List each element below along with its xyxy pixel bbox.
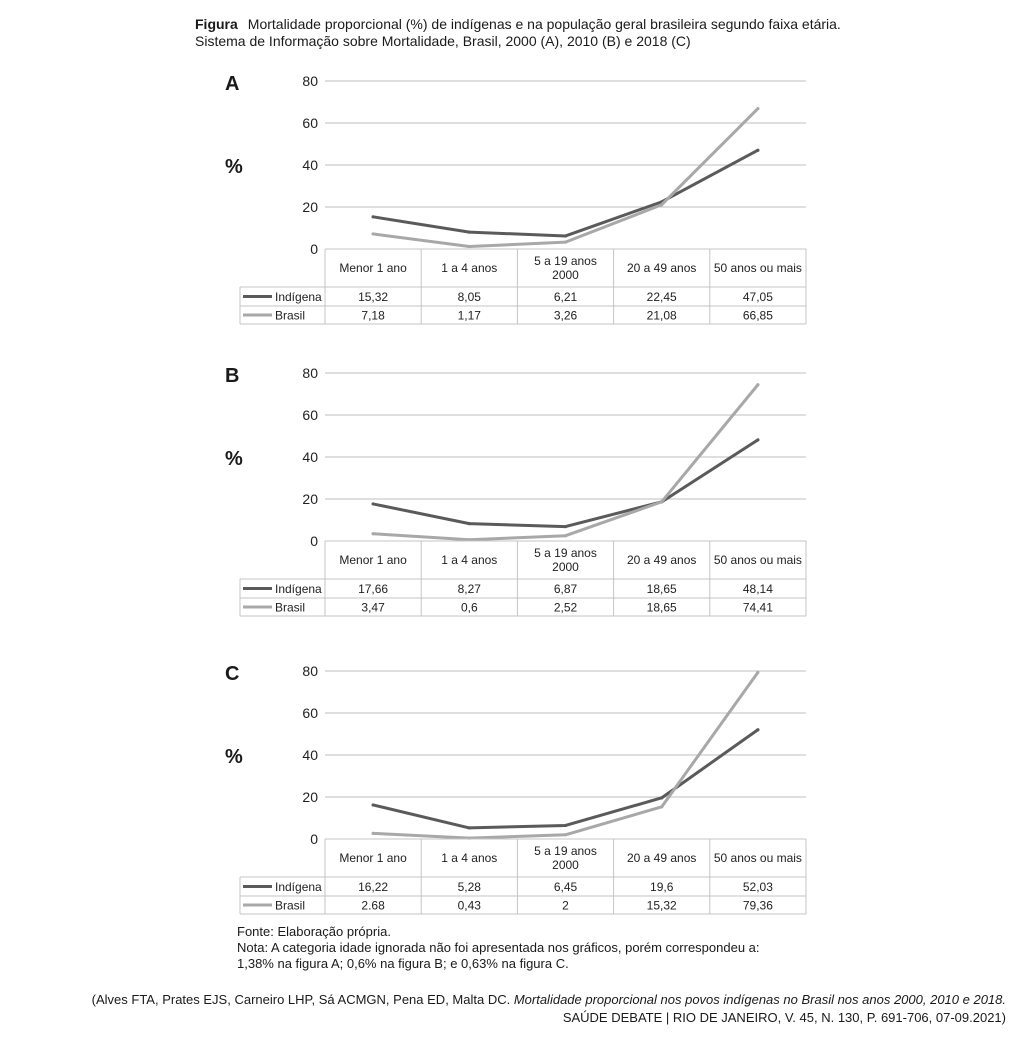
table-value: 7,18 [361, 308, 385, 323]
data-point [564, 534, 567, 537]
table-value: 0,43 [457, 898, 481, 913]
table-value: 6,21 [553, 290, 578, 304]
citation [92, 991, 1006, 1027]
citation-article-title: Mortalidade proporcional nos povos indígenas no Brasil nos anos 2000, 2010 e 2018. [513, 992, 1006, 1007]
table-value: 18,65 [646, 600, 677, 615]
category-label: 1 a 4 anos [441, 851, 498, 865]
category-label: 20 a 49 anos [626, 851, 697, 865]
y-tick-label: 40 [302, 449, 318, 465]
category-label: 50 anos ou mais [713, 851, 802, 865]
citation-authors: (Alves FTA, Prates EJS, Carneiro LHP, Sá ACMGN, Pena ED, Malta DC. [91, 992, 511, 1007]
y-axis-label: % [225, 156, 243, 178]
category-label: 2000 [552, 560, 579, 574]
chart-panel-b [0, 362, 1024, 632]
table-value: 21,08 [646, 308, 677, 323]
table-value: 6,87 [553, 582, 578, 596]
figure-title-line2: Sistema de Informação sobre Mortalidade, Brasil, 2000 (A), 2010 (B) e 2018 (C) [195, 33, 691, 49]
series-line [373, 150, 758, 236]
table-value: 1,17 [457, 308, 481, 323]
y-tick-label: 80 [302, 663, 318, 679]
category-label: 5 a 19 anos [534, 844, 597, 858]
data-point [372, 832, 375, 835]
table-value: 74,41 [742, 600, 773, 615]
table-value: 5,28 [457, 880, 481, 894]
note-line2: 1,38% na figura A; 0,6% na figura B; e 0,63% na figura C. [237, 956, 569, 971]
table-value: 2 [562, 898, 569, 913]
y-tick-label: 0 [310, 241, 318, 257]
footnotes [237, 924, 760, 972]
data-point [372, 502, 375, 505]
source-note: Fonte: Elaboração própria. [237, 924, 391, 939]
figure-label: Figura [195, 16, 238, 32]
data-point [660, 805, 663, 808]
chart-svg [0, 70, 1024, 340]
category-label: 2000 [552, 858, 579, 872]
table-value: 66,85 [742, 308, 773, 323]
y-tick-label: 60 [302, 115, 318, 131]
category-label: Menor 1 ano [339, 553, 407, 567]
table-value: 22,45 [646, 290, 677, 304]
legend-label: Brasil [275, 600, 306, 615]
category-label: 20 a 49 anos [626, 261, 697, 275]
category-label: 50 anos ou mais [713, 553, 802, 567]
category-label: 2000 [552, 268, 579, 282]
table-value: 2.68 [361, 898, 385, 913]
category-label: Menor 1 ano [339, 851, 407, 865]
category-label: Menor 1 ano [339, 261, 407, 275]
data-point [372, 803, 375, 806]
data-point [756, 383, 759, 386]
chart-svg [0, 362, 1024, 632]
y-tick-label: 80 [302, 73, 318, 89]
data-point [372, 532, 375, 535]
table-value: 16,22 [358, 880, 389, 894]
y-tick-label: 20 [302, 199, 318, 215]
chart-panel-c [0, 660, 1024, 930]
data-point [564, 234, 567, 237]
y-axis-label: % [225, 746, 243, 768]
data-point [564, 833, 567, 836]
table-value: 6,45 [553, 880, 578, 894]
data-point [468, 245, 471, 248]
table-value: 3,47 [361, 600, 385, 615]
table-value: 8,05 [457, 290, 481, 304]
data-point [660, 203, 663, 206]
data-point [756, 438, 759, 441]
table-value: 2,52 [553, 600, 578, 615]
table-value: 47,05 [742, 290, 773, 304]
legend-label: Brasil [275, 308, 306, 323]
data-point [660, 796, 663, 799]
category-label: 50 anos ou mais [713, 261, 802, 275]
table-value: 3,26 [553, 308, 578, 323]
chart-svg [0, 660, 1024, 930]
table-value: 8,27 [457, 582, 481, 596]
data-point [756, 149, 759, 152]
panel-letter: B [225, 365, 240, 387]
table-value: 17,66 [358, 582, 389, 596]
y-tick-label: 40 [302, 747, 318, 763]
data-point [468, 522, 471, 525]
y-tick-label: 0 [310, 533, 318, 549]
category-label: 5 a 19 anos [534, 546, 597, 560]
data-point [468, 230, 471, 233]
y-tick-label: 0 [310, 831, 318, 847]
table-value: 0,6 [460, 600, 478, 615]
table-value: 48,14 [742, 582, 773, 596]
table-value: 15,32 [646, 898, 677, 913]
category-label: 1 a 4 anos [441, 553, 498, 567]
legend-label: Indígena [275, 880, 322, 894]
data-point [564, 525, 567, 528]
category-label: 5 a 19 anos [534, 254, 597, 268]
figure-title [195, 16, 841, 50]
data-point [468, 826, 471, 829]
note-line1: Nota: A categoria idade ignorada não foi apresentada nos gráficos, porém correspondeu a: [237, 940, 760, 955]
y-tick-label: 60 [302, 705, 318, 721]
table-value: 79,36 [742, 898, 773, 913]
data-point [756, 728, 759, 731]
category-label: 20 a 49 anos [626, 553, 697, 567]
legend-label: Indígena [275, 290, 322, 304]
data-point [660, 500, 663, 503]
data-point [564, 241, 567, 244]
series-line [373, 730, 758, 828]
data-point [564, 824, 567, 827]
table-value: 19,6 [650, 880, 674, 894]
data-point [756, 107, 759, 110]
panel-letter: A [225, 73, 240, 95]
y-tick-label: 40 [302, 157, 318, 173]
citation-journal: SAÚDE DEBATE | RIO DE JANEIRO, V. 45, N. 130, P. 691-706, 07-09.2021) [562, 1010, 1006, 1025]
legend-label: Brasil [275, 898, 306, 913]
data-point [756, 671, 759, 674]
y-axis-label: % [225, 448, 243, 470]
y-tick-label: 20 [302, 789, 318, 805]
y-tick-label: 80 [302, 365, 318, 381]
y-tick-label: 60 [302, 407, 318, 423]
y-tick-label: 20 [302, 491, 318, 507]
category-label: 1 a 4 anos [441, 261, 498, 275]
table-value: 15,32 [358, 290, 389, 304]
legend-label: Indígena [275, 582, 322, 596]
table-value: 52,03 [742, 880, 773, 894]
table-value: 18,65 [646, 582, 677, 596]
chart-panel-a [0, 70, 1024, 340]
data-point [372, 215, 375, 218]
figure-title-line1: Mortalidade proporcional (%) de indígenas e na população geral brasileira segundo faixa etária. [247, 16, 841, 32]
data-point [372, 232, 375, 235]
panel-letter: C [225, 663, 240, 685]
